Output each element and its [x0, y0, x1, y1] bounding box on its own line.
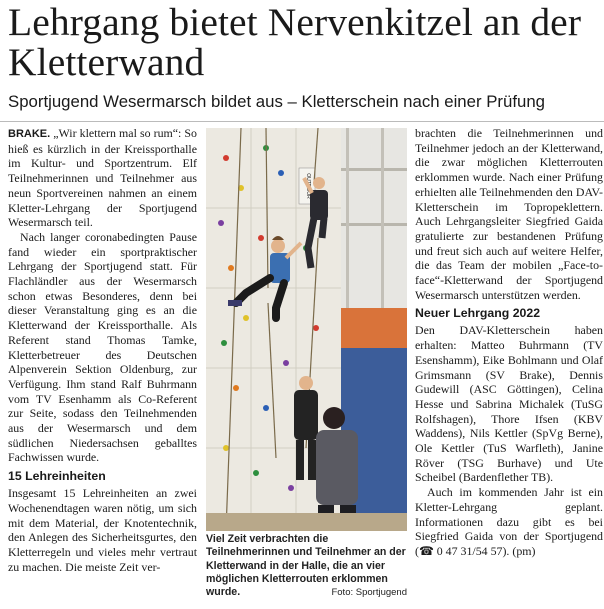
paragraph-1: [8, 126, 197, 230]
paragraph-1-text: „Wir klettern mal so rum“: So hieß es kürzlich in der Kreissporthalle im Kultur- und Sportzentrum. Elf Teilnehmerinnen und Teilnehmer aus neun Sportvereinen nahmen an einem Kletter-Lehrgang der Sportjugend Wesermarsch teil.: [8, 126, 197, 230]
climbing-photo: [206, 128, 407, 531]
paragraph-3: Insgesamt 15 Lehreinheiten an zwei Wochenendtagen waren nötig, um sich mit dem Material, der Knotentechnik, den Anlegen des Sicherheitsgurtes, den Kletterregeln und vieles mehr vertraut zu machen. Die meiste Zeit ver-: [8, 486, 197, 574]
article-column-3: [415, 126, 603, 559]
divider: [0, 121, 604, 122]
dateline: BRAKE.: [8, 128, 51, 140]
caption-text-b: in der Halle, die an vier möglichen Kletterrouten erklommen wurde.: [206, 559, 388, 599]
photo-credit: Foto: Sportjugend: [331, 587, 407, 599]
paragraph-2: Nach langer coronabedingten Pause fand wieder ein sportpraktischer Lehrgang der Sportjugend statt. Für Flachländler aus der Wesermarsch schon etwas Besonderes, denn bei dieser Veranstaltung ging es an die Kletterwand der Kreissporthalle. Als Referent stand Thomas Tamke, Kletterbetreuer des Deutschen Alpenverein Sektion Oldenburg, zur Verfügung. Ihm stand Ralf Buhrmann vom TV Esenhamm als Co-Referent zur Seite, sodass den Teilnehmenden aus der Wesermarsch und dem südlichen Niedersachsen geballtes Fachwissen wurde.: [8, 229, 197, 465]
subhead-neuer-lehrgang: Neuer Lehrgang 2022: [415, 306, 541, 321]
subheadline: Sportjugend Wesermarsch bildet aus – Kletterschein nach einer Prüfung: [8, 92, 545, 111]
article-column-1: [8, 126, 197, 574]
photo-caption: [206, 533, 407, 599]
paragraph-5: Den DAV-Kletterschein haben erhalten: Matteo Buhrmann (TV Esenshamm), Eike Bohlmann und Olaf Grimsmann (SV Brake), Dennis Gudewill (ASC Göttingen), Celina Hesse und Sabrina Michalek (TuSG Rolfshagen), Thore Ifsen (KBV Waddens), Nils Kettler (SpVg Berne), Ole Kettler (TuS Warfleth), Janine Röver (TSG Burhave) und Ute Scheibel (Bardenflether TB).: [415, 323, 603, 485]
caption-text-a: Viel Zeit verbrachten die Teilnehmerinnen und Teilnehmer an der: [206, 533, 406, 559]
paragraph-4: brachten die Teilnehmerinnen und Teilnehmer jedoch an der Kletterwand, die zwar möglichen Kletterrouten erklommen wurde. Nach einer Prüfung erhielten alle Teilnehmenden den DAV-Kletterschein im Topropeklettern. Auch Lehrgangsleiter Siegfried Gaida gratulierte zur bestandenen Prüfung und freut sich auch auf weitere Helfer, die das Team der mobilen „Face-to-face“-Kletterwand der Sportjugend Wesermarsch unterstützen werden.: [415, 126, 603, 302]
caption-emphasis: Kletterwand: [206, 559, 267, 572]
headline: Lehrgang bietet Nervenkitzel an der Kletterwand: [8, 0, 582, 84]
subhead-lehreinheiten: 15 Lehreinheiten: [8, 469, 106, 484]
paragraph-6: Auch im kommenden Jahr ist ein Kletter-Lehrgang geplant. Informationen dazu gibt es bei Siegfried Gaida von der Sportjugend (☎ 0 47 31/54 57). (pm): [415, 485, 603, 558]
